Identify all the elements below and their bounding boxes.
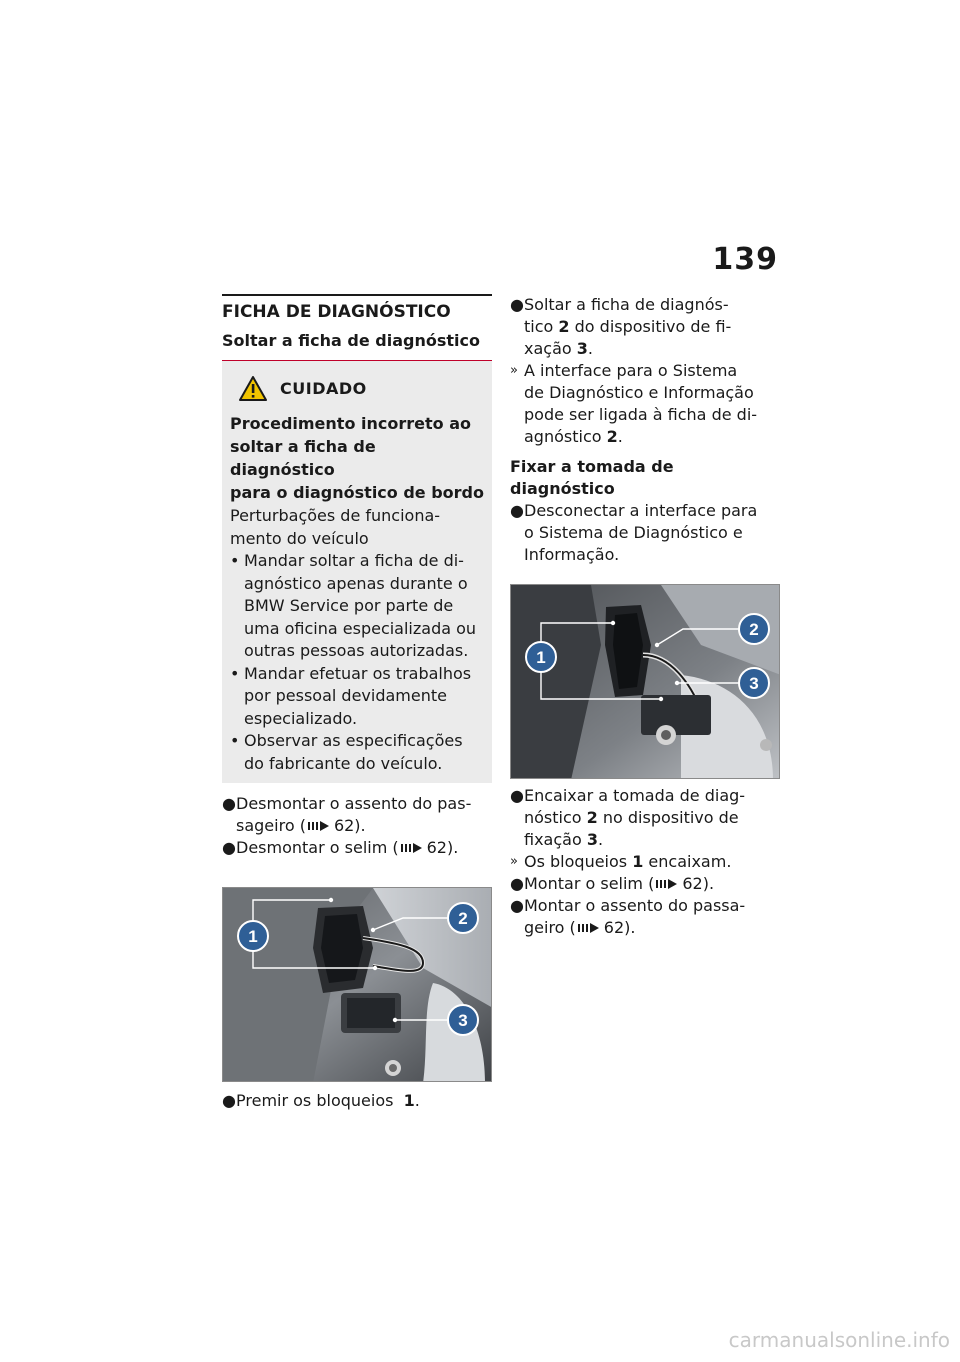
step-line: fixação 3. [524,830,604,849]
list-item-line: BMW Service por parte de [244,596,454,615]
warning-list-item [230,663,484,731]
left-column [222,294,492,1112]
bullet-marker: • [230,551,240,570]
step-item [510,895,780,939]
bullet-marker: ● [510,501,524,520]
bullet-marker: ● [222,1091,236,1110]
step-line: geiro ( 62). [524,918,636,937]
warning-bold-line: soltar a ficha de diagnóstico [230,437,376,479]
step-line: Encaixar a tomada de diag- [524,786,746,805]
step-line: Montar o assento do passa- [524,896,746,915]
warning-list-item [230,730,484,775]
step-item [510,294,780,360]
callout-2 [739,614,769,644]
svg-text:3: 3 [749,674,759,693]
step-line: Desconectar a interface para [524,501,758,520]
page-reference-arrow-icon[interactable] [308,820,330,832]
bullet-marker: • [230,731,240,750]
page-reference-arrow-icon[interactable] [578,922,600,934]
warning-bold-line: para o diagnóstico de bordo [230,483,484,502]
step-line: o Sistema de Diagnóstico e [524,523,743,542]
bullet-marker: ● [510,896,524,915]
list-item-line: especializado. [244,708,358,728]
result-item: » Os bloqueios 1 encaixam. [510,852,732,871]
svg-text:1: 1 [248,927,258,946]
step-item [222,793,492,837]
step-item [222,837,492,859]
step-line: xação 3. [524,339,593,358]
page-reference[interactable]: 62). [603,918,636,937]
subsection-title: Fixar a tomada de diagnóstico [510,457,674,498]
warning-text-line: mento do veículo [230,529,369,548]
page-reference-arrow-icon[interactable] [401,842,423,854]
list-item-line: Mandar soltar a ficha de di- [244,551,464,570]
step-line: tico 2 do dispositivo de fi- [524,317,732,336]
callout-3 [448,1005,478,1035]
result-marker: » [510,363,518,378]
section-rule [222,294,492,296]
callout-2 [448,903,478,933]
watermark: carmanualsonline.info [728,1328,950,1352]
step-item: ● Premir os bloqueios 1. [222,1091,420,1110]
step-line: Desmontar o selim ( 62). [236,838,459,857]
list-item-line: uma oficina especializada ou [244,618,477,638]
svg-text:3: 3 [458,1011,468,1030]
bullet-marker: ● [510,295,524,314]
result-marker: » [510,854,518,869]
list-item-line: Mandar efetuar os trabalhos [244,663,472,683]
warning-header [230,375,484,402]
warning-list-item [230,550,484,663]
step-line: Informação. [524,545,620,564]
step-line: Desmontar o assento do pas- [236,794,472,813]
warning-bold-line: Procedimento incorreto ao [230,414,471,433]
step-line: A interface para o Sistema [524,361,738,380]
bullet-marker: ● [222,794,236,813]
step-line: Soltar a ficha de diagnós- [524,295,729,314]
step-item [510,785,780,851]
list-item-line: Observar as especificações [244,731,463,750]
callout-1 [238,921,268,951]
step-line: agnóstico 2. [524,427,623,446]
step-line: pode ser ligada à ficha de di- [524,405,758,424]
svg-text:2: 2 [458,909,468,928]
warning-box [222,361,492,783]
list-item-line: agnóstico apenas durante o [244,573,468,593]
list-item-line: outras pessoas autorizadas. [244,641,469,660]
list-item-line: por pessoal devidamente [244,686,447,705]
diagnostic-plug-photo-removal [222,887,492,1082]
bullet-marker: ● [222,838,236,857]
step-line: nóstico 2 no dispositivo de [524,808,739,827]
page-reference-arrow-icon[interactable] [656,878,678,890]
step-line: sageiro ( 62). [236,816,366,835]
page-number: 139 [712,242,778,277]
bullet-marker: ● [510,874,524,893]
section-title: FICHA DE DIAGNÓSTICO [222,302,451,322]
svg-text:1: 1 [536,648,546,667]
step-item: ● Montar o selim ( 62). [510,874,715,893]
warning-title: CUIDADO [280,379,367,398]
warning-triangle-icon [238,375,268,402]
result-item [510,360,780,448]
page-reference[interactable]: 62). [426,838,459,857]
bullet-marker: • [230,663,240,683]
right-column [510,294,780,939]
svg-text:2: 2 [749,620,759,639]
subsection-title: Soltar a ficha de diagnóstico [222,331,480,350]
bullet-marker: ● [510,786,524,805]
step-line: de Diagnóstico e Informação [524,383,754,402]
callout-1 [526,642,556,672]
warning-text-line: Perturbações de funciona- [230,506,441,525]
list-item-line: do fabricante do veículo. [244,753,443,773]
step-item [510,500,780,566]
diagnostic-socket-photo-fixing [510,584,780,779]
page-reference[interactable]: 62). [682,874,715,893]
page-reference[interactable]: 62). [333,816,366,835]
callout-3 [739,668,769,698]
